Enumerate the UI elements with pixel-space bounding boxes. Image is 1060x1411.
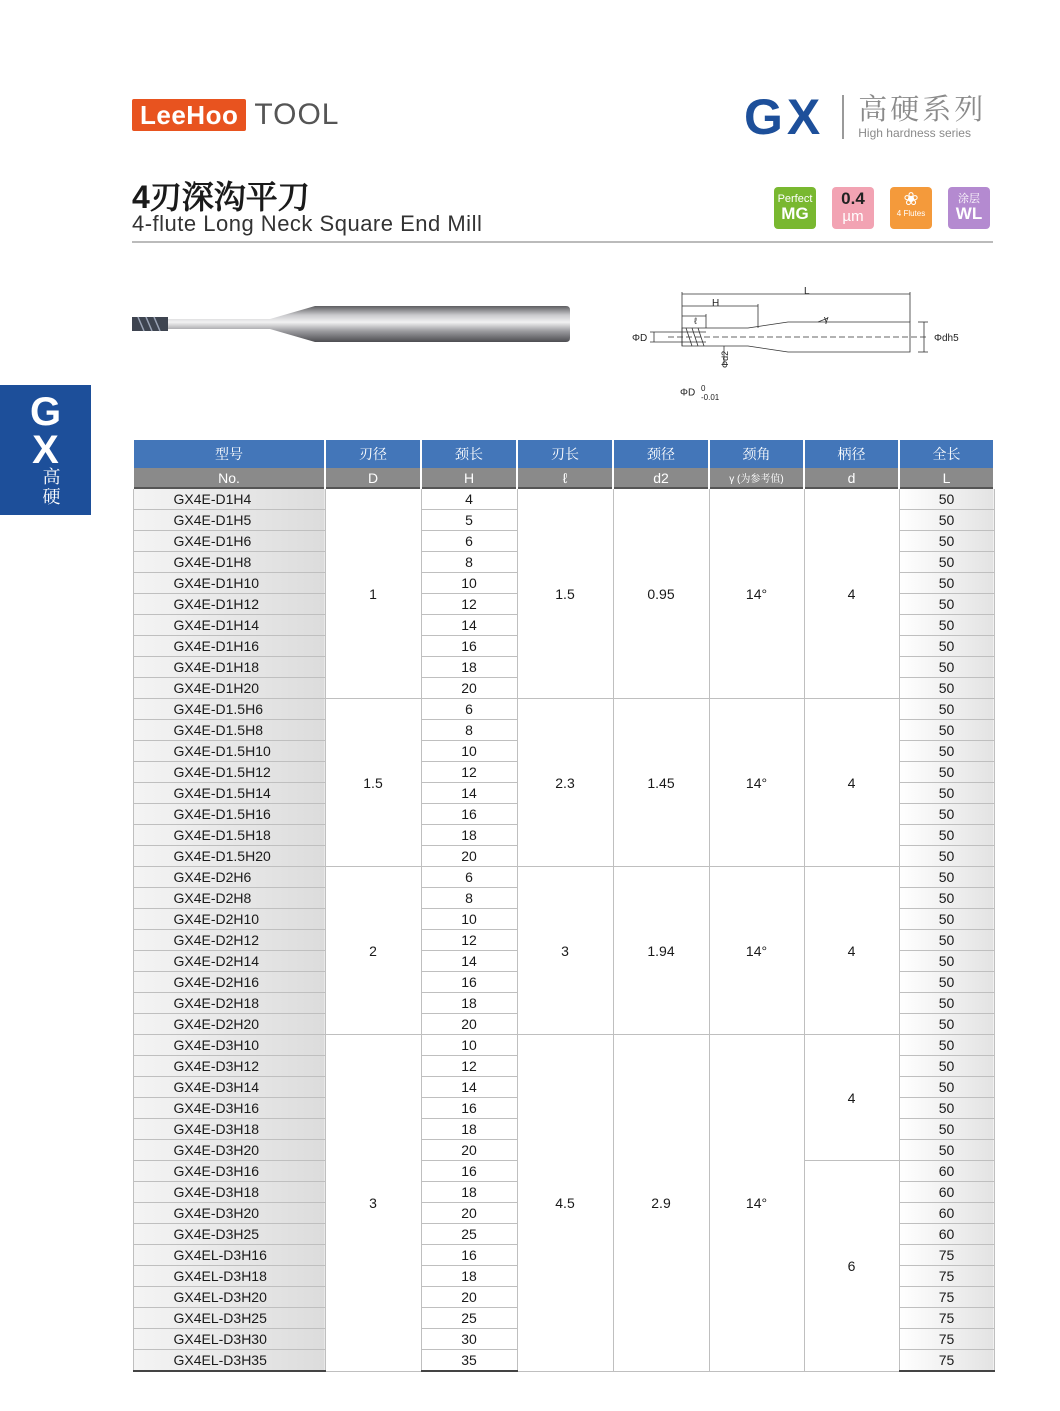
cell-model: GX4E-D2H14	[133, 951, 325, 972]
badge-roughness-unit: µm	[842, 208, 864, 225]
dimension-drawing	[628, 282, 978, 382]
brand	[132, 99, 339, 131]
series-code: GX	[744, 89, 825, 145]
cell-model: GX4E-D1.5H14	[133, 783, 325, 804]
cell-H: 16	[421, 1161, 517, 1182]
cell-H: 8	[421, 888, 517, 909]
tolerance-upper: 0	[700, 384, 706, 393]
cell-H: 10	[421, 573, 517, 594]
cell-H: 14	[421, 1077, 517, 1098]
cell-H: 14	[421, 783, 517, 804]
cell-L: 50	[899, 1014, 994, 1035]
cell-H: 35	[421, 1350, 517, 1372]
cell-H: 10	[421, 741, 517, 762]
product-title-cn: 4刃深沟平刀	[132, 179, 310, 215]
cell-l: 1.5	[517, 488, 613, 699]
cell-model: GX4E-D1.5H8	[133, 720, 325, 741]
table-row	[133, 699, 994, 720]
cell-L: 50	[899, 846, 994, 867]
spec-table	[132, 440, 995, 1372]
col-header-d-cn: 柄径	[804, 440, 899, 468]
cell-H: 16	[421, 1098, 517, 1119]
cell-L: 50	[899, 825, 994, 846]
cell-D: 3	[325, 1035, 421, 1372]
cell-gamma: 14°	[709, 867, 804, 1035]
badge-flutes-label: 4 Flutes	[896, 209, 926, 218]
cell-model: GX4E-D3H16	[133, 1098, 325, 1119]
cell-model: GX4E-D1H20	[133, 678, 325, 699]
product-title-en: 4-flute Long Neck Square End Mill	[132, 211, 483, 236]
cell-model: GX4E-D3H14	[133, 1077, 325, 1098]
cell-L: 50	[899, 657, 994, 678]
cell-L: 50	[899, 615, 994, 636]
cell-model: GX4E-D2H10	[133, 909, 325, 930]
col-header-D-cn: 刃径	[325, 440, 421, 468]
brand-logo: LeeHoo	[132, 99, 246, 131]
cell-L: 50	[899, 1140, 994, 1161]
side-tab-cn-1: 高	[42, 467, 61, 487]
cell-d2: 1.94	[613, 867, 709, 1035]
brand-tool-text: TOOL	[254, 98, 340, 131]
cell-L: 75	[899, 1266, 994, 1287]
cell-H: 16	[421, 972, 517, 993]
cell-model: GX4EL-D3H30	[133, 1329, 325, 1350]
col-header-L: L	[899, 468, 994, 488]
cell-gamma: 14°	[709, 1035, 804, 1372]
cell-model: GX4E-D1H4	[133, 488, 325, 510]
cell-H: 20	[421, 678, 517, 699]
table-row	[133, 1035, 994, 1056]
cell-L: 50	[899, 762, 994, 783]
cell-H: 18	[421, 657, 517, 678]
dim-phid2-label: Φd2	[720, 350, 730, 368]
cell-L: 50	[899, 909, 994, 930]
cell-model: GX4E-D1H6	[133, 531, 325, 552]
cell-H: 30	[421, 1329, 517, 1350]
cell-H: 16	[421, 804, 517, 825]
cell-model: GX4E-D3H18	[133, 1182, 325, 1203]
cell-L: 50	[899, 531, 994, 552]
cell-H: 14	[421, 615, 517, 636]
cell-model: GX4E-D1H14	[133, 615, 325, 636]
badge-roughness-value: 0.4	[841, 189, 865, 208]
cell-d: 4	[804, 488, 899, 699]
col-header-l: ℓ	[517, 468, 613, 488]
cell-model: GX4E-D1H12	[133, 594, 325, 615]
cell-model: GX4E-D1.5H18	[133, 825, 325, 846]
cell-L: 50	[899, 1098, 994, 1119]
col-header-d2: d2	[613, 468, 709, 488]
cell-D: 1.5	[325, 699, 421, 867]
cell-H: 8	[421, 720, 517, 741]
cell-H: 18	[421, 1119, 517, 1140]
cell-model: GX4E-D1.5H6	[133, 699, 325, 720]
header-rule	[132, 241, 993, 243]
cell-L: 50	[899, 594, 994, 615]
cell-model: GX4E-D3H20	[133, 1203, 325, 1224]
col-header-H-cn: 颈长	[421, 440, 517, 468]
cell-L: 75	[899, 1308, 994, 1329]
side-tab-code-bottom: X	[32, 428, 59, 472]
cell-H: 6	[421, 867, 517, 888]
cell-L: 50	[899, 804, 994, 825]
series-divider	[842, 95, 844, 139]
cell-model: GX4E-D2H20	[133, 1014, 325, 1035]
cell-model: GX4E-D2H18	[133, 993, 325, 1014]
cell-H: 6	[421, 699, 517, 720]
col-header-gamma-cn: 颈角	[709, 440, 804, 468]
badge-mg-top: Perfect	[777, 193, 813, 205]
diameter-tolerance	[680, 384, 719, 402]
cell-H: 18	[421, 993, 517, 1014]
series-name-cn: 高硬系列	[858, 94, 987, 126]
cell-D: 1	[325, 488, 421, 699]
cell-L: 75	[899, 1287, 994, 1308]
header-row-cn	[133, 440, 994, 468]
cell-L: 50	[899, 888, 994, 909]
cell-model: GX4E-D2H6	[133, 867, 325, 888]
cell-L: 60	[899, 1224, 994, 1245]
cell-model: GX4E-D3H10	[133, 1035, 325, 1056]
cell-model: GX4EL-D3H25	[133, 1308, 325, 1329]
cell-L: 50	[899, 488, 994, 510]
dim-H-label: H	[712, 298, 720, 309]
cell-H: 16	[421, 1245, 517, 1266]
cell-D: 2	[325, 867, 421, 1035]
cell-L: 50	[899, 1056, 994, 1077]
badge-flutes-symbol: ❀	[903, 189, 919, 209]
cell-L: 50	[899, 510, 994, 531]
cell-H: 20	[421, 1203, 517, 1224]
cell-model: GX4E-D1.5H12	[133, 762, 325, 783]
cell-H: 12	[421, 762, 517, 783]
badge-coating-main: WL	[955, 204, 983, 223]
col-header-l-cn: 刃长	[517, 440, 613, 468]
cell-L: 75	[899, 1245, 994, 1266]
cell-H: 20	[421, 846, 517, 867]
cell-L: 50	[899, 951, 994, 972]
dim-gamma-label: γ	[824, 314, 829, 324]
cell-L: 75	[899, 1329, 994, 1350]
badge-flutes-icon	[890, 187, 932, 229]
cell-H: 25	[421, 1224, 517, 1245]
cell-d2: 1.45	[613, 699, 709, 867]
cell-L: 50	[899, 720, 994, 741]
cell-model: GX4E-D1.5H10	[133, 741, 325, 762]
cell-L: 60	[899, 1203, 994, 1224]
cell-H: 20	[421, 1014, 517, 1035]
cell-model: GX4E-D3H20	[133, 1140, 325, 1161]
cell-L: 50	[899, 1077, 994, 1098]
cell-H: 12	[421, 930, 517, 951]
col-header-model: No.	[133, 468, 325, 488]
badge-coating-icon	[948, 187, 990, 229]
cell-L: 75	[899, 1350, 994, 1372]
cell-H: 12	[421, 1056, 517, 1077]
cell-d: 4	[804, 1035, 899, 1161]
col-header-gamma: γ (为参考值)	[709, 468, 804, 488]
cell-L: 50	[899, 1119, 994, 1140]
cell-d: 6	[804, 1161, 899, 1372]
series-name-en: High hardness series	[858, 126, 971, 140]
cell-model: GX4E-D1.5H16	[133, 804, 325, 825]
cell-l: 4.5	[517, 1035, 613, 1372]
table-row	[133, 488, 994, 510]
tolerance-label: ΦD	[680, 387, 696, 399]
cell-L: 50	[899, 783, 994, 804]
cell-H: 16	[421, 636, 517, 657]
table-row	[133, 867, 994, 888]
cell-H: 12	[421, 594, 517, 615]
cell-H: 20	[421, 1140, 517, 1161]
badge-coating-top: 涂层	[958, 193, 980, 205]
cell-model: GX4E-D1.5H20	[133, 846, 325, 867]
cell-model: GX4E-D1H18	[133, 657, 325, 678]
col-header-model-cn: 型号	[133, 440, 325, 468]
cell-model: GX4EL-D3H35	[133, 1350, 325, 1372]
cell-L: 60	[899, 1161, 994, 1182]
cell-model: GX4E-D3H18	[133, 1119, 325, 1140]
cell-L: 50	[899, 678, 994, 699]
cell-L: 50	[899, 867, 994, 888]
cell-model: GX4E-D3H16	[133, 1161, 325, 1182]
cell-model: GX4E-D3H12	[133, 1056, 325, 1077]
cell-H: 6	[421, 531, 517, 552]
cell-L: 50	[899, 699, 994, 720]
badge-mg-main: MG	[781, 204, 809, 223]
end-mill-photo-icon	[130, 296, 572, 352]
header-row-symbols	[133, 468, 994, 488]
cell-l: 3	[517, 867, 613, 1035]
cell-L: 50	[899, 741, 994, 762]
dim-L-label: L	[804, 286, 810, 297]
cell-model: GX4E-D1H5	[133, 510, 325, 531]
cell-H: 10	[421, 909, 517, 930]
cell-d2: 0.95	[613, 488, 709, 699]
cell-H: 4	[421, 488, 517, 510]
cell-d: 4	[804, 699, 899, 867]
series-names	[858, 94, 986, 140]
badge-mg-icon	[774, 187, 816, 229]
cell-L: 50	[899, 552, 994, 573]
cell-H: 14	[421, 951, 517, 972]
cell-model: GX4E-D2H12	[133, 930, 325, 951]
cell-l: 2.3	[517, 699, 613, 867]
cell-H: 18	[421, 1266, 517, 1287]
cell-model: GX4EL-D3H20	[133, 1287, 325, 1308]
cell-L: 50	[899, 972, 994, 993]
tolerance-lower: -0.01	[700, 393, 720, 402]
cell-L: 60	[899, 1182, 994, 1203]
cell-H: 8	[421, 552, 517, 573]
cell-model: GX4E-D1H8	[133, 552, 325, 573]
cell-model: GX4EL-D3H16	[133, 1245, 325, 1266]
cell-model: GX4E-D1H16	[133, 636, 325, 657]
cell-H: 18	[421, 825, 517, 846]
cell-H: 25	[421, 1308, 517, 1329]
cell-H: 18	[421, 1182, 517, 1203]
cell-L: 50	[899, 636, 994, 657]
side-tab	[0, 385, 91, 515]
badge-roughness-icon	[832, 187, 874, 229]
cell-L: 50	[899, 993, 994, 1014]
cell-H: 10	[421, 1035, 517, 1056]
cell-L: 50	[899, 573, 994, 594]
cell-d2: 2.9	[613, 1035, 709, 1372]
cell-model: GX4E-D2H16	[133, 972, 325, 993]
cell-d: 4	[804, 867, 899, 1035]
col-header-d: d	[804, 468, 899, 488]
cell-L: 50	[899, 1035, 994, 1056]
side-tab-cn-2: 硬	[42, 487, 61, 507]
side-tab-code-top: G	[29, 390, 62, 434]
dim-phidh5-label: Φdh5	[934, 333, 959, 344]
cell-gamma: 14°	[709, 488, 804, 699]
dim-phiD-label: ΦD	[632, 333, 648, 344]
cell-model: GX4E-D1H10	[133, 573, 325, 594]
cell-L: 50	[899, 930, 994, 951]
cell-H: 5	[421, 510, 517, 531]
col-header-d2-cn: 颈径	[613, 440, 709, 468]
col-header-H: H	[421, 468, 517, 488]
col-header-L-cn: 全长	[899, 440, 994, 468]
cell-model: GX4E-D2H8	[133, 888, 325, 909]
dim-l-label: ℓ	[694, 316, 697, 326]
cell-model: GX4E-D3H25	[133, 1224, 325, 1245]
cell-model: GX4EL-D3H18	[133, 1266, 325, 1287]
cell-gamma: 14°	[709, 699, 804, 867]
col-header-D: D	[325, 468, 421, 488]
cell-H: 20	[421, 1287, 517, 1308]
series-header	[744, 88, 986, 146]
